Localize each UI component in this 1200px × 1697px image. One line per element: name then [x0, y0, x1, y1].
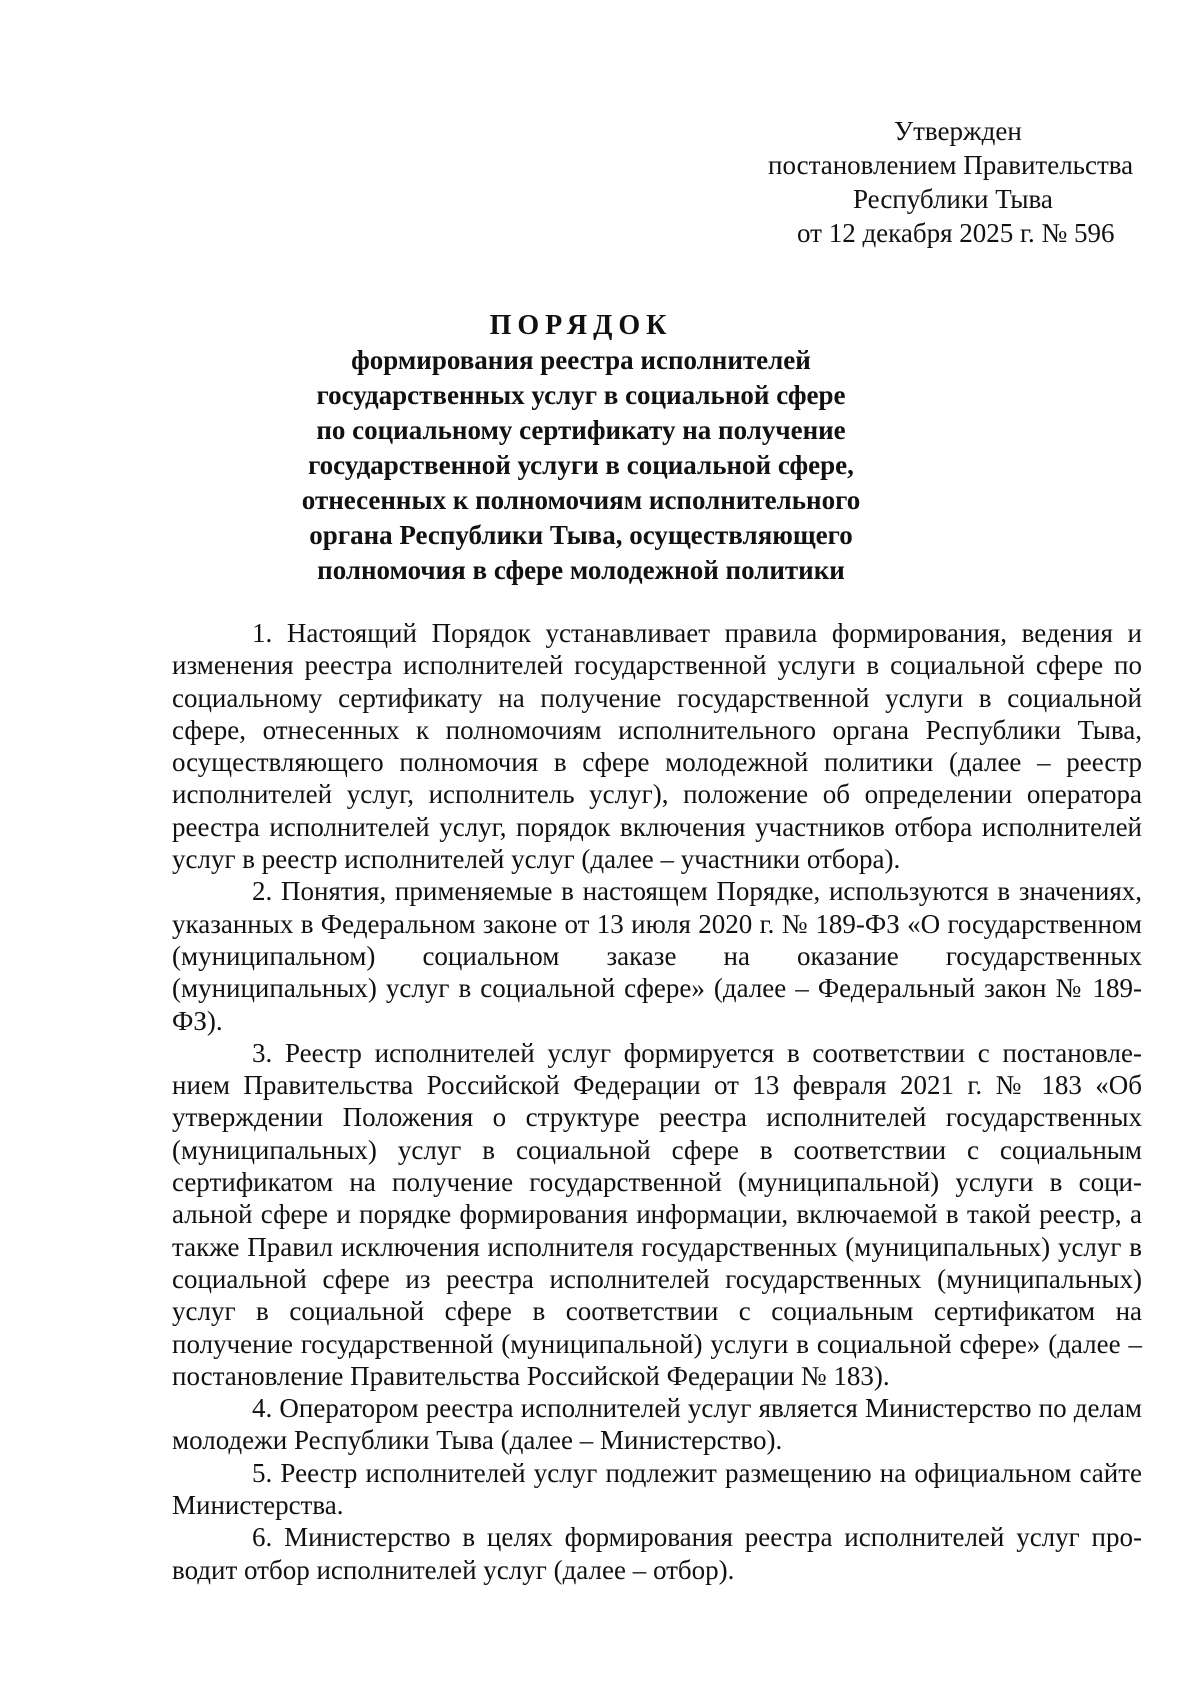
subtitle-line: по социальному сертификату на получение [316, 415, 846, 445]
paragraph-6: 6. Министерство в целях формирования реестра исполнителей услуг проводит отбор исполнителей услуг (далее – отбор). [172, 1522, 1142, 1585]
subtitle-line: органа Республики Тыва, осуществляющего [309, 520, 853, 550]
paragraph-4: 4. Оператором реестра исполнителей услуг является Министерство по делам молодежи Республики Тыва (далее – Министерство). [172, 1393, 1142, 1456]
approval-line-date-number: от 12 декабря 2025 г. № 596 [797, 218, 1115, 248]
paragraph-5: 5. Реестр исполнителей услуг подлежит размещению на официальном сайте Министерства. [172, 1457, 1142, 1521]
document-title-block [200, 308, 962, 588]
subtitle-line: государственных услуг в социальной сфере [316, 380, 846, 410]
approval-line-approved: Утвержден [894, 116, 1022, 146]
approval-stamp-block [740, 114, 1140, 250]
document-body [172, 617, 1142, 1586]
subtitle-line: формирования реестра исполнителей [351, 345, 811, 375]
paragraph-2: 2. Понятия, применяемые в настоящем Порядке, используются в значениях, указанных в Федеральном законе от 13 июля 2020 г. № 189-ФЗ «О государственном (муниципальном) социальном заказе на оказание государственных (муниципальных) услуг в социальной сфере» (далее – Федеральный закон № 189-ФЗ). [172, 876, 1142, 1036]
subtitle-line: государственной услуги в социальной сфере, [308, 450, 854, 480]
paragraph-3: 3. Реестр исполнителей услуг формируется в соответствии с постановлением Правительства Российской Федерации от 13 февраля 2021 г. № 183 «Об утверждении Положения о структуре реестра исполнителей государственных (муниципальных) услуг в социальной сфере в соответствии с социальным сертификатом на получение государственной (муниципальной) услуги в социальной сфере и порядке формирования информации, включаемой в такой реестр, а также Правил исключения исполнителя государственных (муниципальных) услуг в социальной сфере из реестра исполнителей государственных (муниципальных) услуг в социальной сфере в соответствии с социальным сертификатом на получение государственной (муниципальной) услуги в социальной сфере» (далее – постановление Правительства Российской Федерации № 183). [172, 1037, 1142, 1391]
subtitle-line: отнесенных к полномочиям исполнительного [301, 485, 861, 515]
document-heading: ПОРЯДОК [489, 310, 673, 341]
approval-line-resolution: постановлением Правительства [768, 150, 1134, 180]
subtitle-line: полномочия в сфере молодежной политики [317, 555, 845, 585]
paragraph-1: 1. Настоящий Порядок устанавливает правила формирования, ведения и изменения реестра исполнителей государственной услуги в социальной сфере по социальному сертификату на получение государственной услуги в социальной сфере, отнесенных к полномочиям исполнительного органа Республики Тыва, осуществляющего полномочия в сфере молодежной политики (далее – реестр исполнителей услуг, исполнитель услуг), положение об определении оператора реестра исполнителей услуг, порядок включения участников отбора исполнителей услуг в реестр исполнителей услуг (далее – участники отбора). [172, 618, 1142, 875]
approval-line-republic: Республики Тыва [853, 184, 1053, 214]
